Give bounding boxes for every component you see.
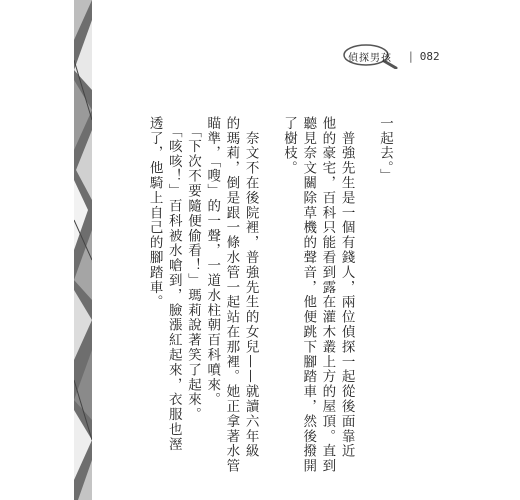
text-line: 一起去。」: [377, 116, 393, 184]
text-line: 「下次不要隨便偷看！」瑪莉說著笑了起來。: [185, 116, 201, 423]
text-line: 了樹枝。: [281, 116, 297, 176]
header-separator: |: [409, 49, 413, 63]
text-line: 透了，他騎上自己的腳踏車。: [146, 116, 163, 310]
series-title: 偵探男孩: [348, 53, 392, 64]
decorative-side-strip: [74, 0, 92, 500]
text-line: 奈文不在後院裡，普強先生的女兒——就讀六年級: [242, 116, 259, 459]
text-line: 「咳咳！」百科被水嗆到，臉漲紅起來，衣服也溼: [165, 116, 182, 452]
text-line: 普強先生是一個有錢人，兩位偵探一起從後面靠近: [338, 116, 355, 459]
series-badge: [340, 43, 402, 69]
text-line: 他的豪宅，百科只能看到露在灌木叢上方的屋頂。直到: [319, 116, 336, 474]
running-header: [340, 43, 440, 69]
page-number: 082: [419, 49, 440, 63]
text-line: 的瑪莉，倒是跟一條水管一起站在那裡。她正拿著水管: [223, 116, 240, 474]
text-line: 聽見奈文關除草機的聲音，他便跳下腳踏車，然後撥開: [300, 116, 317, 474]
text-line: 瞄準，「嗖」的一聲，一道水柱朝百科噴來。: [204, 116, 221, 408]
vertical-text-body: [124, 116, 394, 474]
strip-pattern-icon: [74, 0, 92, 500]
